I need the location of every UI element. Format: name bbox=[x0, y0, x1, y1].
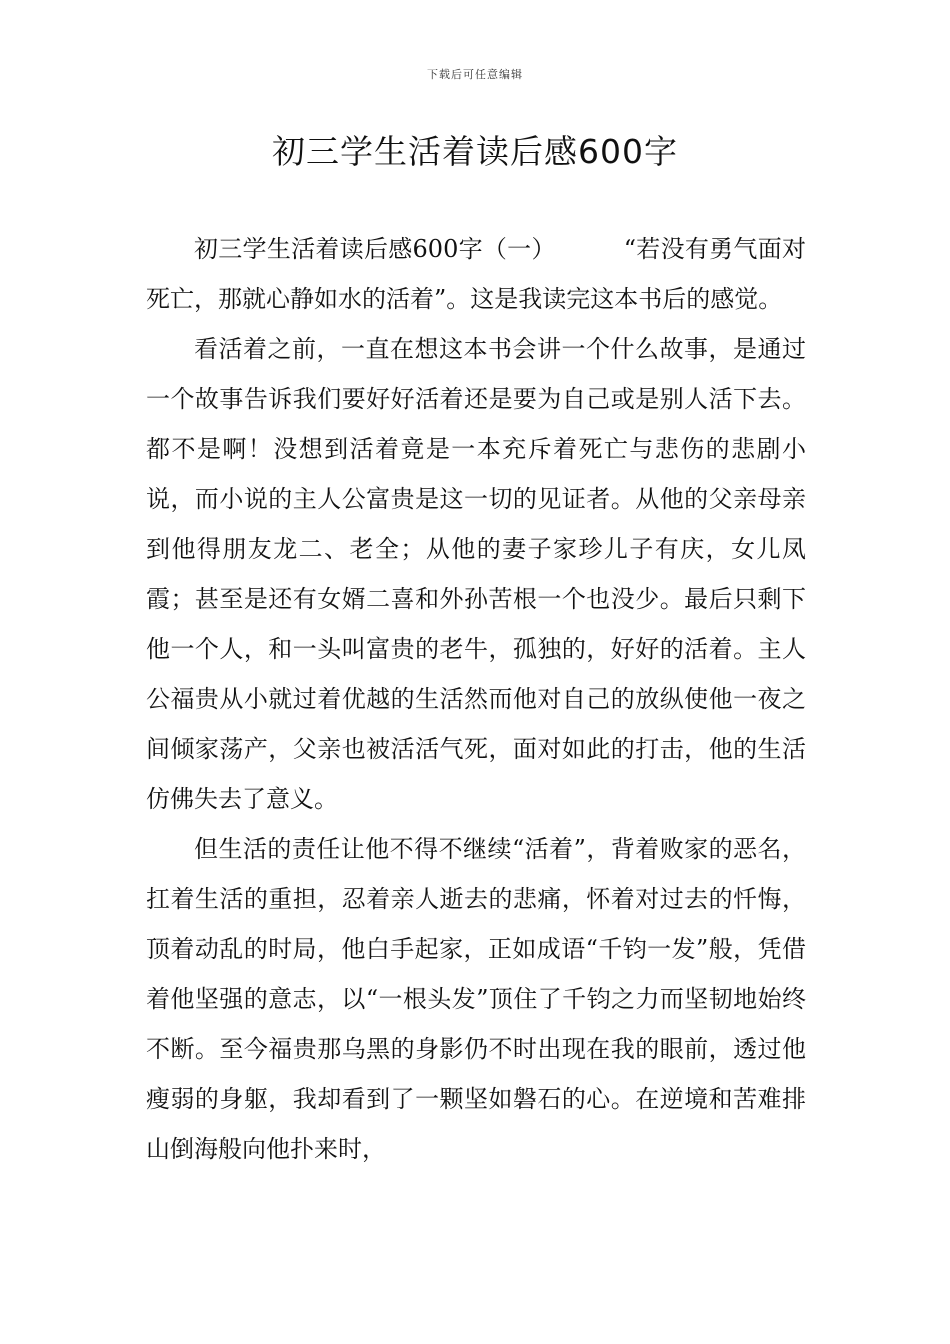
paragraph-1-lead: 初三学生活着读后感600字（一） bbox=[194, 235, 556, 263]
document-body bbox=[146, 224, 806, 1174]
paragraph-1-rest: “若没有勇气面对死亡，那就心静如水的活着”。这是我读完这本书后的感觉。 bbox=[146, 235, 806, 313]
document-title: 初三学生活着读后感600字 bbox=[272, 132, 678, 171]
paragraph-3: 但生活的责任让他不得不继续“活着”，背着败家的恶名，扛着生活的重担，忍着亲人逝去的悲痛，怀着对过去的忏悔，顶着动乱的时局，他白手起家，正如成语“千钧一发”般，凭借着他坚强的意志，以“一根头发”顶住了千钧之力而坚韧地始终不断。至今福贵那乌黑的身影仍不时出现在我的眼前，透过他瘦弱的身躯，我却看到了一颗坚如磐石的心。在逆境和苦难排山倒海般向他扑来时， bbox=[146, 835, 806, 1163]
paragraph-2: 看活着之前，一直在想这本书会讲一个什么故事，是通过一个故事告诉我们要好好活着还是要为自己或是别人活下去。都不是啊！没想到活着竟是一本充斥着死亡与悲伤的悲剧小说，而小说的主人公富贵是这一切的见证者。从他的父亲母亲到他得朋友龙二、老全；从他的妻子家珍儿子有庆，女儿凤霞；甚至是还有女婿二喜和外孙苦根一个也没少。最后只剩下他一个人，和一头叫富贵的老牛，孤独的，好好的活着。主人公福贵从小就过着优越的生活然而他对自己的放纵使他一夜之间倾家荡产，父亲也被活活气死，面对如此的打击，他的生活仿佛失去了意义。 bbox=[146, 335, 806, 813]
paragraph-1 bbox=[146, 224, 806, 324]
header-note: 下载后可任意编辑 bbox=[427, 68, 523, 81]
